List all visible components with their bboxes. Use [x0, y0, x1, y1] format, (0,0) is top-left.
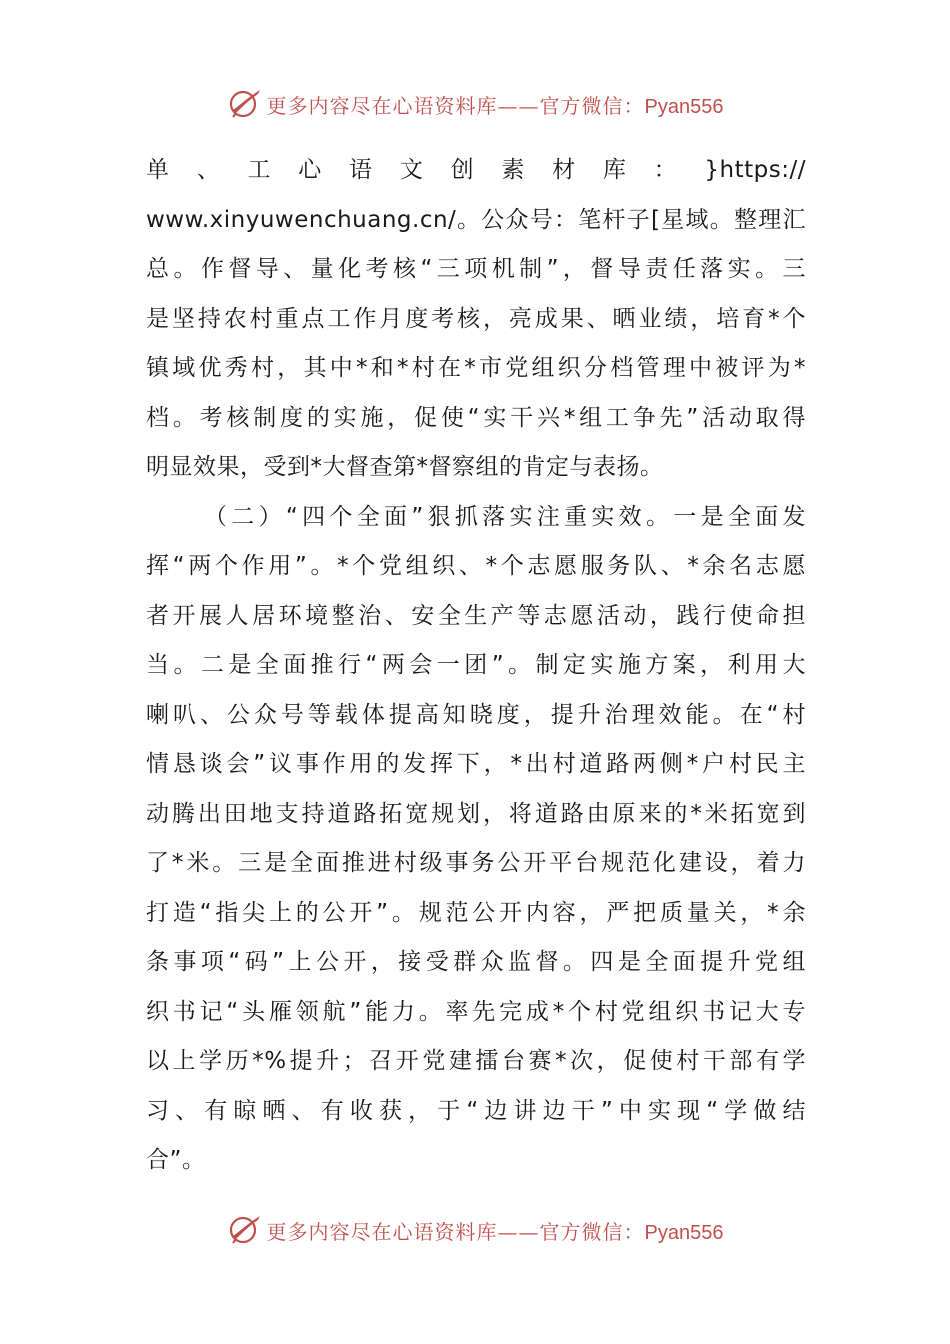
footer-banner — [0, 1208, 950, 1252]
banner-text: 更多内容尽在心语资料库——官方微信：Pyan556 — [266, 1219, 724, 1244]
text-line: 喇叭、公众号等载体提高知晓度，提升治理效能。在“村 — [146, 701, 806, 728]
text-line: 挥“两个作用”。*个党组织、*个志愿服务队、*余名志愿 — [146, 553, 806, 579]
text-line: www.xinyuwenchuang.cn/。公众号：笔杆子[星域。整理汇 — [146, 206, 806, 233]
text-line: 是坚持农村重点工作月度考核，亮成果、晒业绩，培育*个 — [146, 305, 806, 332]
text-line: 条事项“码”上公开，接受群众监督。四是全面提升党组 — [146, 949, 806, 975]
text-line: 了*米。三是全面推进村级事务公开平台规范化建设，着力 — [146, 850, 806, 876]
text-line: 者开展人居环境整治、安全生产等志愿活动，践行使命担 — [146, 602, 806, 629]
header-banner — [0, 82, 950, 126]
text-line: 以上学历*%提升；召开党建擂台赛*次，促使村干部有学 — [146, 1048, 806, 1074]
text-line: 档。考核制度的实施，促使“实干兴*组工争先”活动取得 — [146, 404, 806, 431]
text-line: 习、有晾晒、有收获，于“边讲边干”中实现“学做结 — [146, 1097, 806, 1124]
text-line: 合”。 — [146, 1147, 206, 1173]
paragraph-start-line: （二）“四个全面”狠抓落实注重实效。一是全面发 — [204, 503, 806, 530]
text-line: 镇域优秀村，其中*和*村在*市党组织分档管理中被评为* — [146, 355, 806, 381]
wechat-id: Pyan556 — [644, 95, 724, 118]
banner-text: 更多内容尽在心语资料库——官方微信：Pyan556 — [266, 93, 724, 118]
text-line: 明显效果，受到*大督查第*督察组的肯定与表扬。 — [146, 454, 664, 480]
text-line: 单 、 工 心 语 文 创 素 材 库 ： }https:// — [146, 157, 806, 183]
text-line: 总。作督导、量化考核“三项机制”，督导责任落实。三 — [146, 256, 806, 282]
wechat-id: Pyan556 — [644, 1221, 724, 1244]
text-line: 打造“指尖上的公开”。规范公开内容，严把质量关，*余 — [146, 899, 806, 926]
text-line: 情恳谈会”议事作用的发挥下，*出村道路两侧*户村民主 — [146, 751, 806, 777]
pen-logo-icon — [227, 1212, 263, 1248]
text-line: 动腾出田地支持道路拓宽规划，将道路由原来的*米拓宽到 — [146, 800, 806, 827]
document-body — [146, 146, 806, 1186]
text-line: 织书记“头雁领航”能力。率先完成*个村党组织书记大专 — [146, 998, 806, 1025]
text-line: 当。二是全面推行“两会一团”。制定实施方案，利用大 — [146, 652, 806, 678]
pen-logo-icon — [227, 86, 263, 122]
